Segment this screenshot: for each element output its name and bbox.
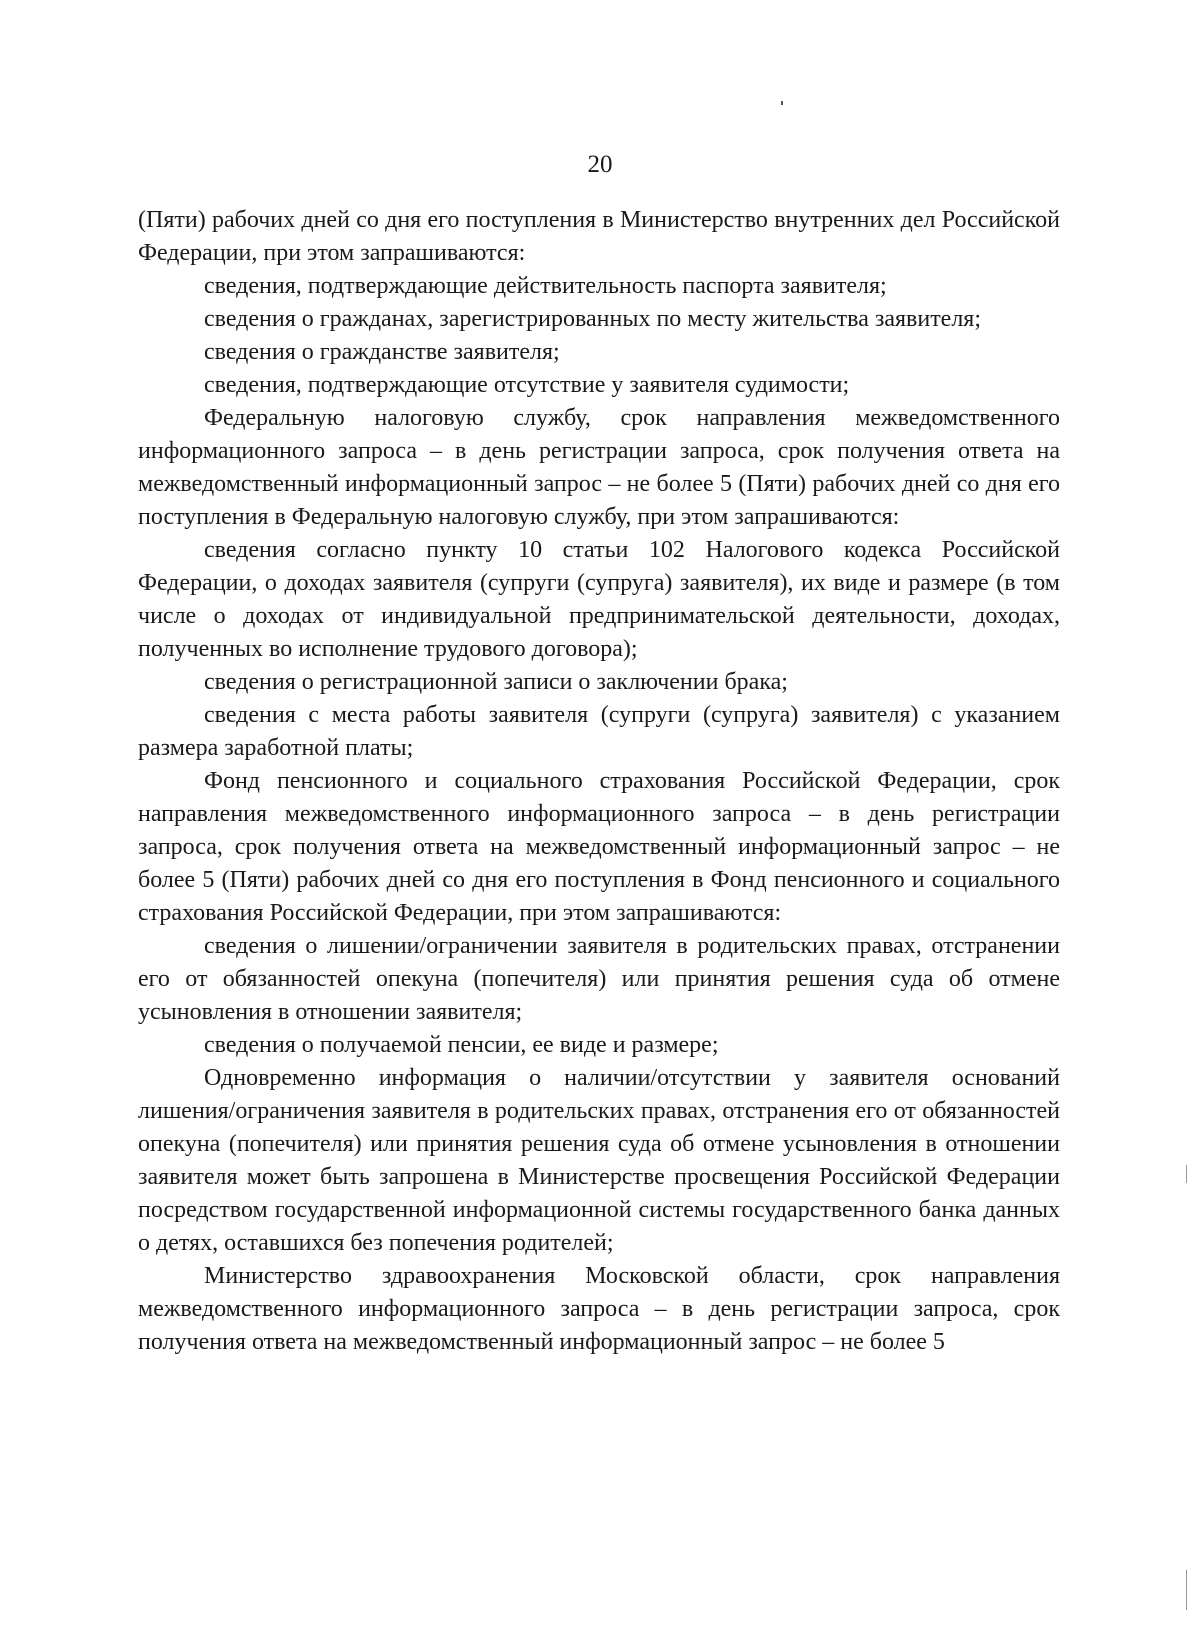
- paragraph: Министерство здравоохранения Московской области, срок направления межведомственного информационного запроса – в день регистрации запроса, срок получения ответа на межведомственный информационный запрос – не более 5: [138, 1263, 1060, 1355]
- paragraph: сведения о регистрационной записи о заключении брака;: [204, 669, 788, 695]
- paragraph: сведения о лишении/ограничении заявителя в родительских правах, отстранении его от обязанностей опекуна (попечителя) или принятия решения суда об отмене усыновления в отношении заявителя;: [138, 933, 1060, 1025]
- paragraph: сведения, подтверждающие действительность паспорта заявителя;: [204, 273, 887, 299]
- paragraph: сведения о гражданстве заявителя;: [204, 339, 560, 365]
- paragraph: сведения согласно пункту 10 статьи 102 Налогового кодекса Российской Федерации, о доходах заявителя (супруги (супруга) заявителя), их виде и размере (в том числе о доходах от индивидуальной предпринимательской деятельности, доходах, полученных во исполнение трудового договора);: [138, 537, 1060, 662]
- paragraph: сведения о получаемой пенсии, ее виде и размере;: [204, 1032, 719, 1058]
- page-number: 20: [587, 151, 613, 178]
- paragraph: сведения о гражданах, зарегистрированных по месту жительства заявителя;: [204, 306, 982, 332]
- document-body: [138, 204, 1060, 1359]
- paragraph: (Пяти) рабочих дней со дня его поступления в Министерство внутренних дел Российской Федерации, при этом запрашиваются:: [138, 207, 1060, 266]
- scan-edge-mark: [1186, 1570, 1187, 1610]
- paragraph: Одновременно информация о наличии/отсутствии у заявителя оснований лишения/ограничения заявителя в родительских правах, отстранения его от обязанностей опекуна (попечителя) или принятия решения суда об отмене усыновления в отношении заявителя может быть запрошена в Министерстве просвещения Российской Федерации посредством государственной информационной системы государственного банка данных о детях, оставшихся без попечения родителей;: [138, 1065, 1060, 1256]
- scan-edge-mark: [1186, 1165, 1187, 1183]
- scan-artifact-mark: [781, 101, 783, 105]
- paragraph: сведения с места работы заявителя (супруги (супруга) заявителя) с указанием размера заработной платы;: [138, 702, 1060, 761]
- paragraph: Фонд пенсионного и социального страхования Российской Федерации, срок направления межведомственного информационного запроса – в день регистрации запроса, срок получения ответа на межведомственный информационный запрос – не более 5 (Пяти) рабочих дней со дня его поступления в Фонд пенсионного и социального страхования Российской Федерации, при этом запрашиваются:: [138, 768, 1060, 926]
- paragraph: сведения, подтверждающие отсутствие у заявителя судимости;: [204, 372, 850, 398]
- paragraph: Федеральную налоговую службу, срок направления межведомственного информационного запроса – в день регистрации запроса, срок получения ответа на межведомственный информационный запрос – не более 5 (Пяти) рабочих дней со дня его поступления в Федеральную налоговую службу, при этом запрашиваются:: [138, 405, 1060, 530]
